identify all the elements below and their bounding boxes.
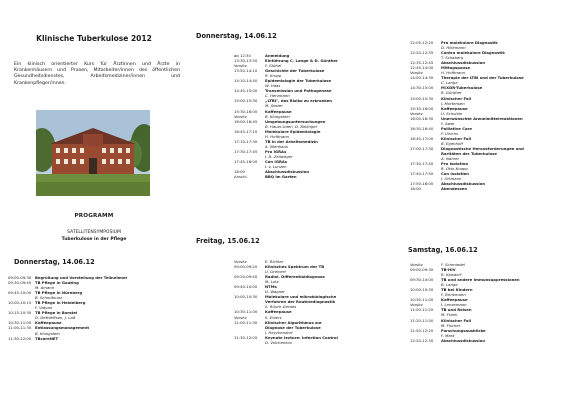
program-heading: PROGRAMM	[74, 213, 114, 219]
schedule-time: 15:30-16:00	[234, 108, 258, 114]
schedule-time: 11:30-12:05	[234, 334, 258, 340]
schedule-time: Vorsitz	[410, 302, 423, 308]
schedule-speaker: M. Amann	[35, 285, 55, 291]
schedule-topic: Radiol. Differentialdiagnose	[265, 274, 325, 280]
schedule-speaker: W. Haas	[265, 83, 281, 89]
schedule-time: Vorsitz	[234, 63, 247, 69]
schedule-topic: Abschlussdiskussion	[441, 337, 486, 343]
schedule-speaker: B. Königstein	[35, 330, 60, 336]
schedule-topic: NTMs	[265, 284, 277, 290]
schedule-topic: Raritäten der Tuberkulose	[441, 151, 497, 157]
schedule-speaker: U. Schoible	[441, 110, 463, 116]
schedule-time: 09:00-09:30	[8, 275, 32, 280]
schedule-row	[410, 338, 564, 343]
schedule-time: 09:45-10:00	[8, 290, 32, 296]
schedule-row	[234, 174, 376, 179]
schedule-topic: TB in der Arbeitsmedizin	[265, 138, 318, 144]
schedule-time: 09:40-10:00	[234, 284, 258, 290]
schedule-topic: TBcareNET	[35, 335, 59, 341]
schedule-topic: Palliative Care	[441, 125, 472, 131]
schedule-time: 14:30-15:00	[410, 85, 434, 91]
schedule-topic: Therapie der LTBI und der Tuberkulose	[441, 75, 524, 81]
schedule-speaker: M. Sester	[265, 103, 283, 109]
satellite-schedule	[8, 275, 183, 341]
schedule-topic: TB bei Kindern	[441, 287, 473, 293]
schedule-speaker: C. Lange	[441, 80, 458, 86]
schedule-speaker: F. Marx	[441, 332, 455, 338]
schedule-topic: TB und Reisen	[441, 307, 472, 313]
schedule-time: 17:45-18:00	[234, 158, 258, 164]
schedule-topic: Pro IGRAs	[265, 148, 287, 154]
day-heading-friday: Freitag, 15.06.12	[196, 237, 260, 245]
schedule-time: 17:40-17:50	[410, 171, 434, 177]
schedule-time: Vorsitz	[234, 314, 247, 320]
schedule-topic: Einführung C. Lange & D. Günther	[265, 58, 338, 64]
schedule-speaker: M. Lotz	[265, 279, 279, 285]
saturday-schedule	[410, 262, 564, 343]
schedule-topic: Kaffeepause	[265, 108, 292, 114]
schedule-speaker: E. Richter	[265, 259, 284, 264]
schedule-topic: TB Pflege in Heidelberg	[35, 300, 86, 306]
schedule-row	[410, 186, 564, 191]
friday-morning-schedule	[234, 259, 376, 345]
right-column	[378, 0, 566, 400]
schedule-time: 10:00-10:15	[8, 300, 32, 306]
schedule-topic: TB Pflege in Gauting	[35, 280, 79, 286]
schedule-speaker: D. Dethleffsen, J. Laß	[35, 315, 76, 321]
schedule-topic: Klinischer Fall	[441, 95, 472, 101]
schedule-topic: Mittagspause	[441, 65, 471, 71]
schedule-topic: Forschungsausblicke	[441, 327, 486, 333]
schedule-time: 12:05-12:20	[410, 40, 434, 45]
schedule-time: 14:40-15:00	[234, 88, 258, 94]
schedule-time: 11:00-11:30	[8, 325, 32, 331]
schedule-topic: Transmission und Pathogenese	[265, 88, 332, 94]
schedule-time: 09:20-09:40	[234, 274, 258, 280]
schedule-time: 17:50-18:00	[410, 181, 434, 187]
schedule-speaker: B. Egenhoff	[441, 140, 464, 146]
schedule-speaker: F. Schmiedel	[441, 262, 465, 267]
schedule-topic: Klinischer Fall	[441, 135, 472, 141]
schedule-time: 11:50-12:20	[410, 327, 434, 333]
schedule-time: 16:30-16:40	[410, 125, 434, 131]
schedule-time	[234, 340, 265, 345]
schedule-topic: Begrüßung und Vorstellung der Teilnehmer	[35, 275, 128, 280]
schedule-time: Vorsitz	[410, 262, 423, 267]
schedule-speaker: R. Kropp	[265, 73, 282, 79]
schedule-speaker: F. Brinkmann	[441, 292, 466, 298]
schedule-topic: Anmeldung	[265, 53, 290, 58]
schedule-time: 09:30-10:00	[410, 277, 434, 283]
schedule-topic: Kaffeepause	[441, 105, 468, 111]
schedule-topic: Kaffeepause	[35, 320, 62, 326]
day-heading-thursday: Donnerstag, 14.06.12	[196, 32, 277, 40]
schedule-topic: Diagnostische Herausforderungen und	[441, 145, 524, 151]
schedule-time: 09:30-09:45	[8, 280, 32, 286]
schedule-time: 16:40-17:00	[410, 135, 434, 141]
schedule-time: Anschl.	[234, 174, 248, 180]
schedule-speaker: F. Vatyan	[35, 305, 53, 311]
schedule-speaker: B. Lange	[441, 282, 458, 288]
brochure-title: Klinische Tuberkulose 2012	[36, 34, 152, 43]
schedule-speaker: J. Lenzemann	[441, 302, 467, 308]
schedule-time: 17:30-17:45	[234, 148, 258, 154]
schedule-time: ab 12:30	[234, 53, 251, 58]
schedule-topic: Unerwünschte Arzneimittelreaktionen	[441, 115, 523, 121]
schedule-time: 17:10-17:30	[234, 138, 258, 144]
schedule-time: 11:30-12:00	[8, 335, 32, 341]
schedule-time: 11:20-11:50	[410, 317, 434, 323]
schedule-time: 15:30-16:00	[410, 105, 434, 111]
schedule-speaker: H. Hoffmann	[265, 133, 290, 139]
schedule-time: 15:00-15:30	[234, 98, 258, 104]
schedule-time: 14:10-14:40	[234, 78, 258, 84]
schedule-speaker: A. Nahrer	[441, 156, 460, 162]
schedule-time: 10:30-11:00	[8, 320, 32, 326]
schedule-topic: Con Isolation	[441, 171, 469, 177]
schedule-speaker: D. Wagner	[265, 289, 285, 295]
schedule-topic: „LTBI", das Risiko zu erkranken	[265, 98, 332, 104]
schedule-time: Vorsitz	[234, 113, 247, 119]
day-heading-thursday-satellite: Donnerstag, 14.06.12	[14, 258, 95, 266]
schedule-time: Vorsitz	[234, 259, 247, 264]
schedule-speaker: U. Greinert	[265, 269, 286, 275]
schedule-topic: Entlassungsmanagement	[35, 325, 90, 331]
satellite-symposium-subtitle: Tuberkulose in der Pflege	[61, 237, 127, 242]
schedule-time: 09:00-09:30	[410, 267, 434, 273]
schedule-time: 10:30-11:00	[410, 297, 434, 303]
schedule-time: 10:00-10:30	[234, 294, 258, 300]
schedule-topic: TB-HIV	[441, 267, 456, 273]
schedule-speaker: D. Hillemann	[441, 45, 466, 51]
schedule-time: 10:15-10:30	[8, 310, 32, 316]
schedule-time: 14:00-14:30	[410, 75, 434, 81]
schedule-speaker: C. Herzmann	[265, 93, 290, 99]
schedule-topic: Con IGRAs	[265, 158, 288, 164]
left-column	[0, 0, 188, 400]
schedule-speaker: H. Hoffmann	[441, 70, 466, 76]
schedule-time: 13:50-14:10	[234, 68, 258, 74]
schedule-row	[234, 340, 376, 345]
schedule-time: 13:30-13:50	[234, 58, 258, 64]
schedule-speaker: B. Schmitkunz	[35, 295, 63, 301]
schedule-speaker: B. Königstein	[265, 113, 290, 119]
schedule-topic: Kaffeepause	[265, 309, 292, 315]
schedule-topic: Verfahren der Routinediagnostik	[265, 299, 336, 305]
schedule-topic: Contra molekulare Diagnostik	[441, 50, 505, 56]
schedule-topic: M/XDR-Tuberkulose	[441, 85, 483, 91]
schedule-time: 11:00-11:30	[234, 319, 258, 325]
schedule-topic: TB Pflege in Nürnberg	[35, 290, 83, 296]
schedule-topic: Abschlussdiskussion	[265, 169, 310, 175]
schedule-row	[8, 336, 183, 341]
schedule-time: 17:30-17:40	[410, 161, 434, 167]
schedule-topic: Molekulare und mikrobiologische	[265, 294, 337, 300]
schedule-topic: Klinisches Spektrum der TB	[265, 264, 325, 270]
schedule-speaker: I. v. Lunzen	[265, 164, 287, 170]
friday-afternoon-schedule	[410, 40, 564, 191]
schedule-time: 12:20-12:30	[410, 337, 434, 343]
schedule-topic: BBQ im Garten	[265, 174, 297, 180]
schedule-time: 12:35-12:45	[410, 60, 434, 66]
schedule-topic: Epidemiologie der Tuberkulose	[265, 78, 332, 84]
schedule-topic: Kaffeepause	[441, 297, 468, 303]
castle-building-photo	[36, 110, 150, 196]
schedule-speaker: J.-R. Zellweger	[265, 153, 293, 159]
schedule-time: Vorsitz	[410, 110, 423, 116]
schedule-time: 18:00	[234, 169, 245, 175]
schedule-time: 18:00	[410, 186, 421, 192]
schedule-time: 12:20-12:35	[410, 50, 434, 56]
schedule-speaker: F. Awar	[441, 120, 455, 126]
schedule-topic: Klinischer Algorithmus zur	[265, 319, 322, 325]
schedule-topic: Pro molekulare Diagnostik	[441, 40, 498, 45]
schedule-speaker: D. Volchenkov	[265, 339, 293, 345]
schedule-time: 12:45-14:00	[410, 65, 434, 71]
schedule-speaker: M. Frank	[441, 312, 458, 318]
schedule-speaker: R. Kalsdorf	[441, 272, 462, 278]
schedule-topic: Geschichte der Tuberkulose	[265, 68, 325, 74]
day-heading-saturday: Samstag, 16.06.12	[408, 246, 478, 254]
schedule-topic: Abendessen	[441, 186, 468, 192]
schedule-time: 16:45-17:10	[234, 128, 258, 134]
thursday-schedule	[234, 53, 376, 179]
schedule-speaker: S. Rüsch-Gerdes	[265, 304, 297, 310]
schedule-speaker: J. Ortmann	[441, 176, 462, 182]
schedule-topic: TB Pflege in Borstel	[35, 310, 78, 316]
schedule-speaker: A. Nienhaus	[265, 143, 288, 149]
schedule-speaker: R. Otto-Knapp	[441, 166, 468, 172]
schedule-topic: Klinischer Fall	[441, 317, 472, 323]
schedule-time: 17:00-17:30	[410, 145, 434, 151]
schedule-topic: Umgebungsuntersuchungen	[265, 118, 326, 124]
satellite-symposium-title: SATELLITENSYMPOSIUM	[67, 230, 121, 235]
schedule-time: 16:00-16:30	[410, 115, 434, 121]
schedule-topic: Abschlussdiskussion	[441, 181, 486, 187]
schedule-speaker: T. Schaberg	[441, 55, 464, 61]
schedule-speaker: F. Ulrichs	[441, 130, 459, 136]
schedule-time: 15:00-15:30	[410, 95, 434, 101]
schedule-speaker: R. Günther	[441, 90, 462, 96]
schedule-topic: Pro Isolation	[441, 161, 469, 167]
schedule-time: Vorsitz	[410, 70, 423, 76]
schedule-speaker: B. Hauer-Uden, D. Bellinger	[265, 123, 318, 129]
schedule-topic: Diagnose der Tuberkulose	[265, 324, 321, 330]
schedule-topic: Molekulare Epidemiologie	[265, 128, 321, 134]
schedule-time: 10:30-11:00	[234, 309, 258, 315]
schedule-speaker: M. Fischer	[441, 322, 461, 328]
schedule-speaker: J. Mortensen	[441, 100, 465, 106]
schedule-topic: Abschlussdiskussion	[441, 60, 486, 66]
intro-text: Ein klinisch orientierter Kurs für Ärztinnen und Ärzte in Krankenhäusern und Praxen, Mitarbeiter/innen des öffentlichen Gesundheitsdienstes, Arbeitsmediziner/innen und Krankenpfleger/innen.	[14, 62, 180, 86]
schedule-topic: TB und andere Immunsuppressionen	[441, 277, 520, 283]
schedule-time: 10:00-10:30	[410, 287, 434, 293]
schedule-speaker: S. Ehlers	[265, 314, 282, 320]
schedule-time: 09:00-09:20	[234, 264, 258, 270]
schedule-time: 16:00-16:45	[234, 118, 258, 124]
schedule-speaker: F. Stübel	[265, 63, 282, 69]
schedule-speaker: J. Heyckendorf	[265, 329, 293, 335]
middle-column	[188, 0, 378, 400]
schedule-topic: Keynote lecture: Infection Control	[265, 334, 338, 340]
schedule-time: 11:00-11:20	[410, 307, 434, 313]
